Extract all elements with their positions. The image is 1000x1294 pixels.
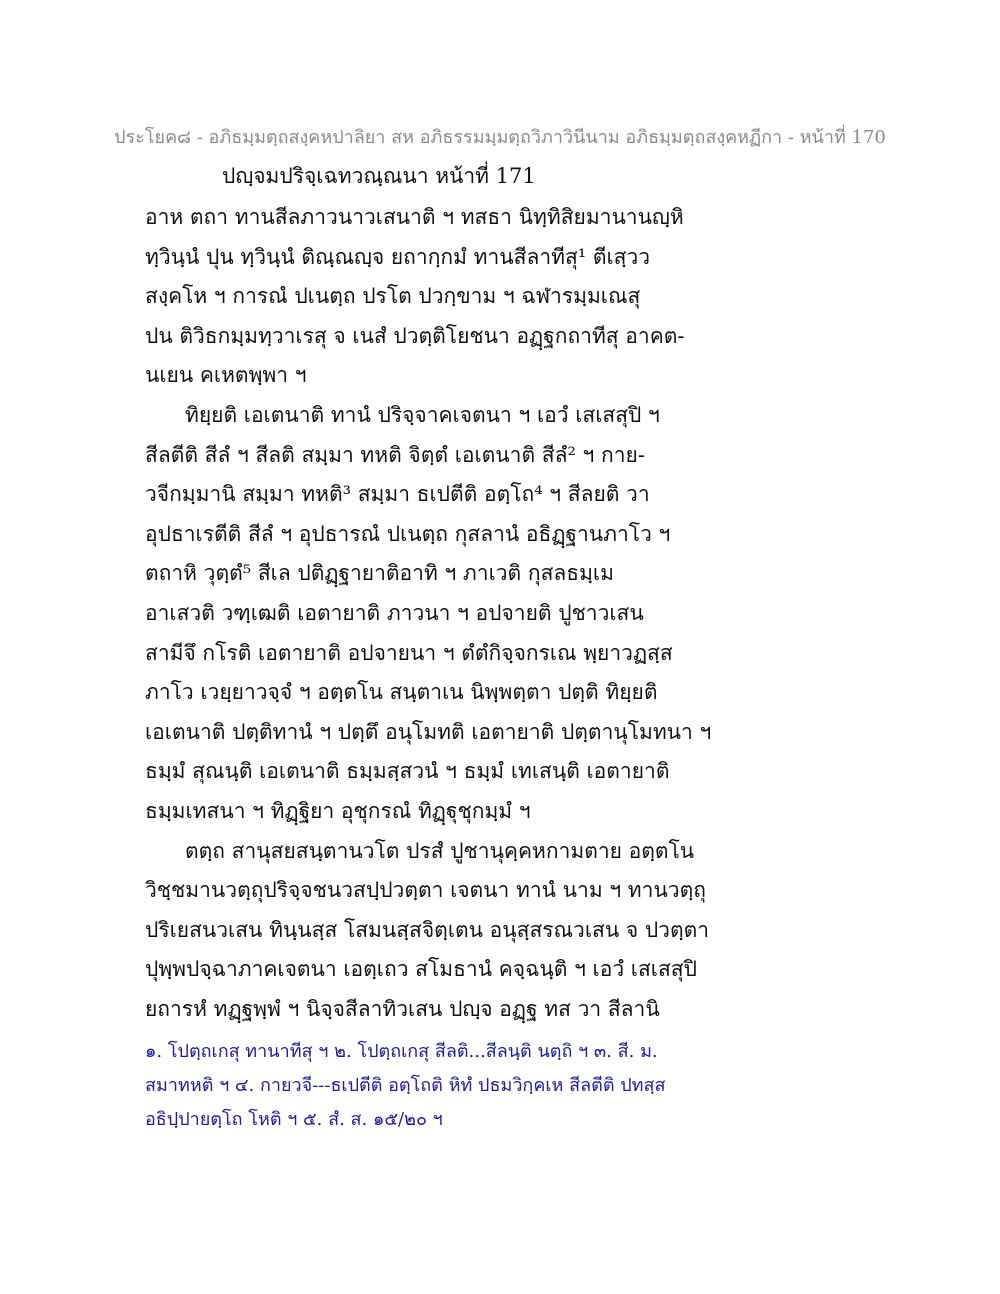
footnotes (145, 1035, 705, 1137)
footnote-line: ๑. โปตฺถเกสุ ทานาทีสุ ฯ ๒. โปตฺถเกสุ สีลติ...สีลนฺติ นตฺถิ ฯ ๓. สี. ม. (145, 1041, 658, 1062)
body-line: สามีจึ กโรติ เอตายาติ อปจายนา ฯ ตํตํกิจฺจกรเณ พฺยาวฏสฺส (145, 640, 673, 665)
body-line: ปุพฺพปจฺฉาภาคเจตนา เอตฺเถว สโมธานํ คจฺฉนฺติ ฯ เอวํ เสเสสุปิ (145, 957, 697, 982)
body-line: ปน ติวิธกมฺมทฺวาเรสุ จ เนสํ ปวตฺติโยชนา อฏฺฐกถาทีสุ อาคต- (145, 323, 685, 348)
body-line: วิชฺชมานวตฺถุปริจฺจชนวสปฺปวตฺตา เจตนา ทานํ นาม ฯ ทานวตฺถุ (145, 878, 706, 903)
body-line: อุปธาเรตีติ สีลํ ฯ อุปธารณํ ปเนตฺถ กุสลานํ อธิฏฺฐานภาโว ฯ (145, 521, 671, 546)
running-header: ประโยค๘ - อภิธมฺมตฺถสงฺคหปาลิยา สห อภิธรรมมฺมตฺถวิภาวินีนาม อภิธมฺมตฺถสงฺคหฏีกา - หน้าที่ 170 (114, 127, 886, 148)
body-line: สงฺคโห ฯ การณํ ปเนตฺถ ปรโต ปวกฺขาม ฯ ฉฬารมฺมเณสุ (145, 284, 641, 309)
body-text (145, 198, 712, 1029)
body-line: สีลตีติ สีลํ ฯ สีลติ สมฺมา ทหติ จิตฺตํ เอเตนาติ สีลํ² ฯ กาย- (145, 442, 645, 467)
body-line: อาห ตถา ทานสีลภาวนาวเสนาติ ฯ ทสธา นิทฺทิสิยมานานญฺหิ (145, 205, 684, 229)
body-line: วจีกมฺมานิ สมฺมา ทหติ³ สมฺมา ธเปตีติ อตฺโถ⁴ ฯ สีลยติ วา (145, 482, 650, 507)
body-line: เอเตนาติ ปตฺติทานํ ฯ ปตฺตึ อนุโมทติ เอตายาติ ปตฺตานุโมทนา ฯ (145, 719, 712, 744)
body-line: ภาโว เวยฺยาวจฺจํ ฯ อตฺตโน สนฺตาเน นิพฺพตฺตา ปตฺติ ทิยฺยติ (145, 680, 658, 705)
footnote-line: อธิปฺปายตฺโถ โหติ ฯ ๕. สํ. ส. ๑๕/๒๐ ฯ (145, 1109, 443, 1130)
body-line: ตถาหิ วุตฺตํ⁵ สีเล ปติฏฺฐายาติอาทิ ฯ ภาเวติ กุสลธมฺเม (145, 561, 614, 586)
body-line: ทิยฺยติ เอเตนาติ ทานํ ปริจฺจาคเจตนา ฯ เอวํ เสเสสุปิ ฯ (185, 402, 660, 427)
footnote-line: สมาทหติ ฯ ๔. กายวจี---ธเปตีติ อตฺโถติ หิทํ ปธมวิกฺคเห สีลตีติ ปทสฺส (145, 1075, 666, 1096)
body-line: อาเสวติ วฑฺเฒติ เอตายาติ ภาวนา ฯ อปจายติ ปูชาวเสน (145, 600, 644, 625)
body-line: ทฺวินฺนํ ปุน ทฺวินฺนํ ติณฺณญฺจ ยถากฺกมํ ทานสีลาทีสุ¹ ตีเสฺวว (145, 244, 651, 269)
body-line: ธมฺมเทสนา ฯ ทิฏฺฐิยา อุชุกรณํ ทิฏฺฐุชุกมฺมํ ฯ (145, 798, 531, 823)
body-line: ตตฺถ สานุสยสนฺตานวโต ปรสํ ปูชานุคฺคหกามตาย อตฺตโน (185, 838, 695, 863)
body-line: ธมฺมํ สุณนฺติ เอเตนาติ ธมฺมสฺสวนํ ฯ ธมฺมํ เทเสนฺติ เอตายาติ (145, 759, 670, 784)
body-line: ยถารหํ ทฏฺฐพฺพํ ฯ นิจฺจสีลาทิวเสน ปญฺจ อฏฺฐ ทส วา สีลานิ (145, 996, 660, 1021)
body-line: นเยน คเหตพฺพา ฯ (145, 363, 307, 388)
body-line: ปริเยสนวเสน ทินฺนสฺส โสมนสฺสจิตฺเตน อนุสฺสรณวเสน จ ปวตฺตา (145, 917, 710, 942)
section-title: ปญฺจมปริจฺเฉทวณฺณนา หน้าที่ 171 (222, 164, 536, 188)
